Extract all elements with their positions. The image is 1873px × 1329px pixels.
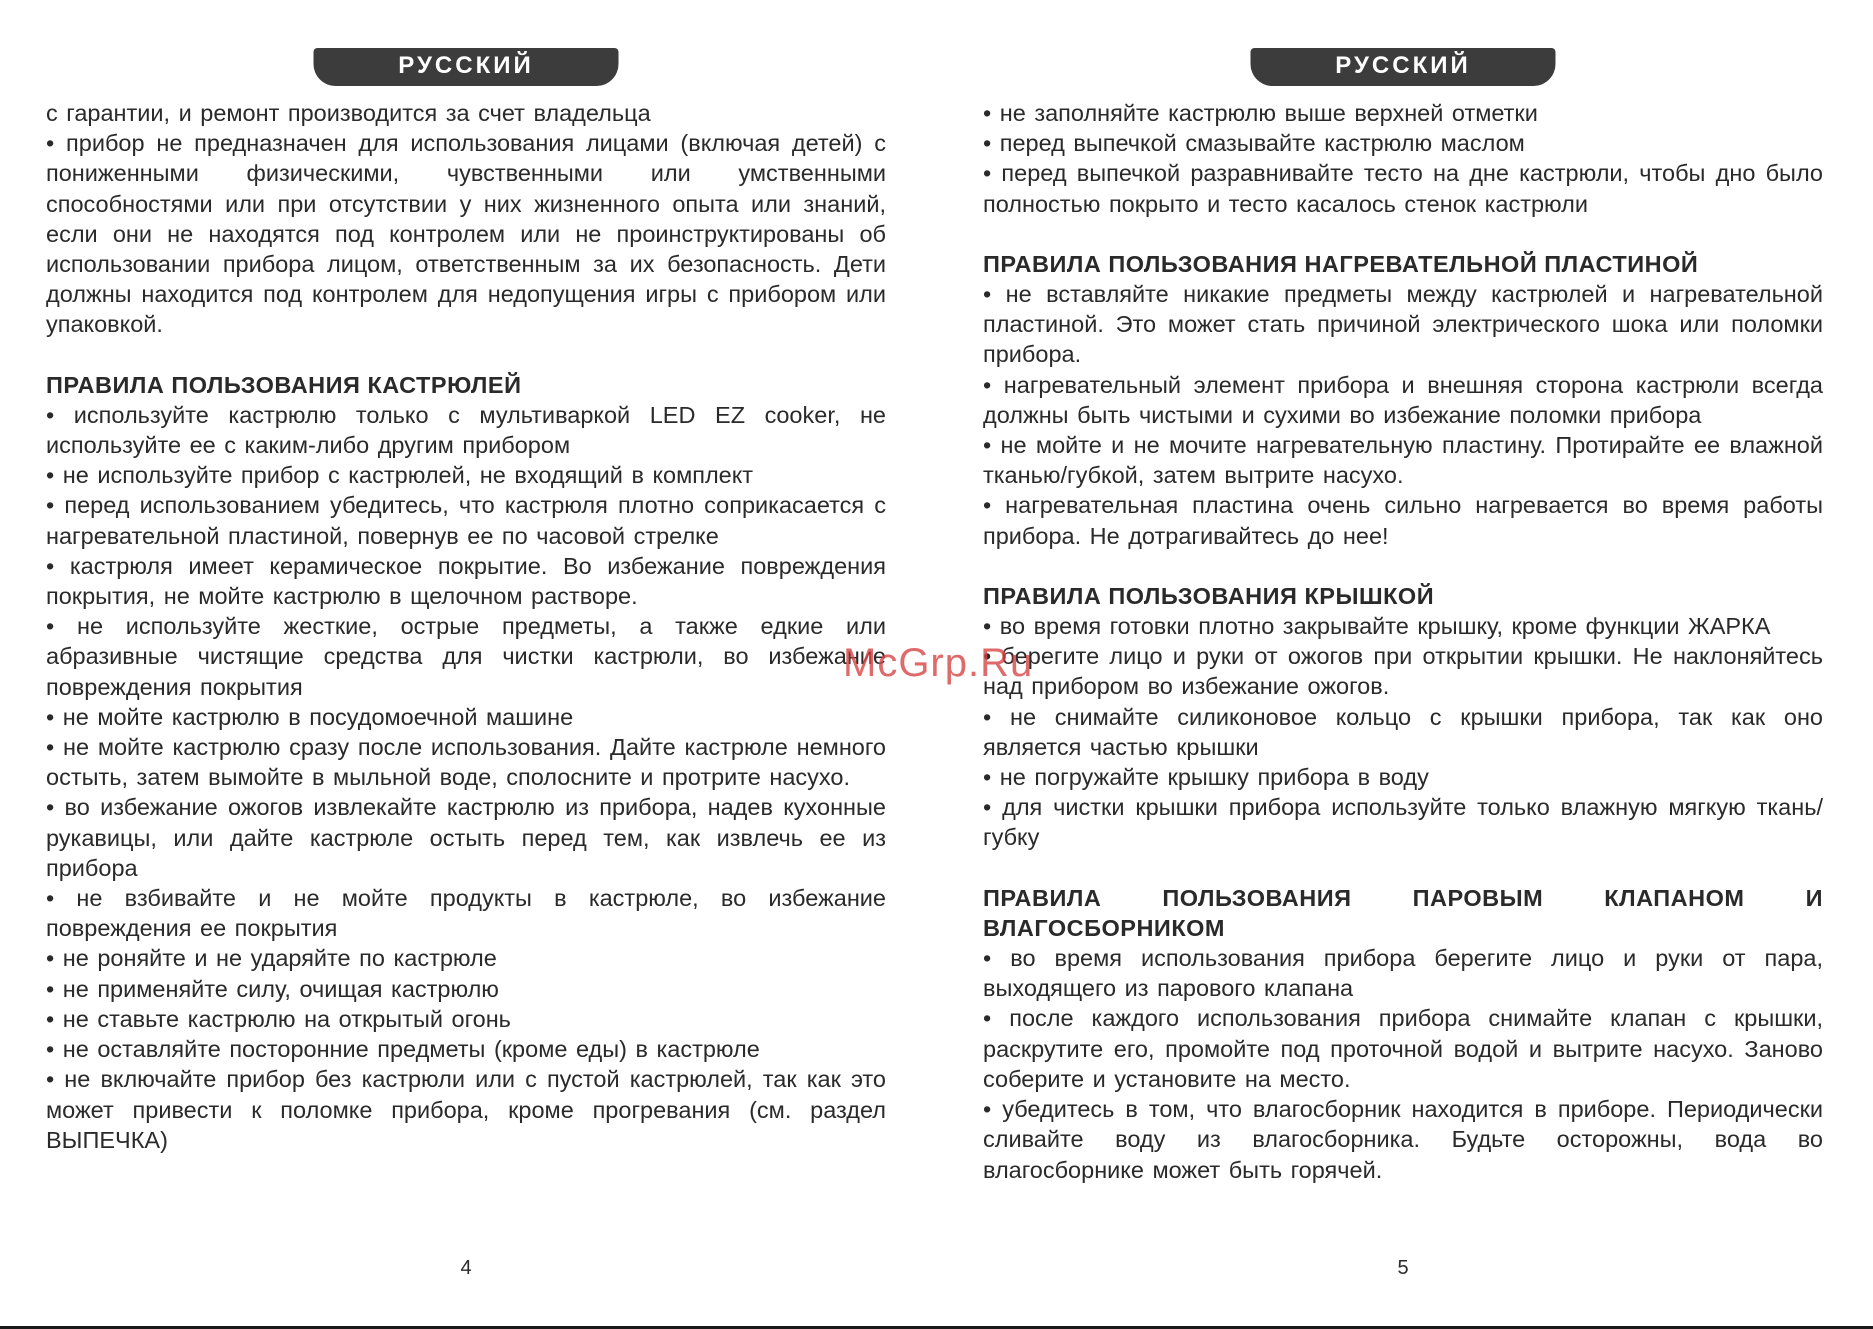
list-item: • убедитесь в том, что влагосборник находится в приборе. Периодически сливайте воду из влагосборника. Будьте осторожны, вода во влагосборнике может быть горячей.	[983, 1096, 1823, 1183]
list-item: • не ставьте кастрюлю на открытый огонь	[46, 1005, 511, 1032]
section-heading: ПРАВИЛА ПОЛЬЗОВАНИЯ ПАРОВЫМ КЛАПАНОМ И ВЛАГОСБОРНИКОМ	[983, 884, 1823, 941]
right-page-content	[983, 98, 1823, 1185]
section-heading: ПРАВИЛА ПОЛЬЗОВАНИЯ КАСТРЮЛЕЙ	[46, 371, 522, 398]
list-item: • перед выпечкой смазывайте кастрюлю маслом	[983, 130, 1525, 157]
list-item: • берегите лицо и руки от ожогов при открытии крышки. Не наклоняйтесь над прибором во избежание ожогов.	[983, 643, 1823, 700]
list-item: • для чистки крышки прибора используйте только влажную мягкую ткань/губку	[983, 794, 1823, 851]
list-item: • не заполняйте кастрюлю выше верхней отметки	[983, 100, 1538, 126]
list-item: • кастрюля имеет керамическое покрытие. Во избежание повреждения покрытия, не мойте кастрюлю в щелочном растворе.	[46, 552, 886, 610]
language-tab: РУССКИЙ	[314, 48, 619, 86]
page-number: 5	[1397, 1257, 1409, 1279]
list-item: • после каждого использования прибора снимайте клапан с крышки, раскрутите его, промойте под проточной водой и вытрите насухо. Заново соберите и установите на место.	[983, 1005, 1823, 1092]
paragraph: • прибор не предназначен для использования лицами (включая детей) с пониженными физическими, чувственными или умственными способностями или при отсутствии у них жизненного опыта или знаний, если они не находятся под контролем или не проинструктированы об использовании прибора лицом, ответственным за их безопасность. Дети должны находится под контролем для недопущения игры с прибором или упаковкой.	[46, 130, 886, 338]
language-tab: РУССКИЙ	[1251, 48, 1556, 86]
list-item: • во время готовки плотно закрывайте крышку, кроме функции ЖАРКА	[983, 613, 1771, 640]
left-page	[46, 0, 886, 1329]
list-item: • не используйте прибор с кастрюлей, не входящий в комплект	[46, 462, 754, 489]
list-item: • перед использованием убедитесь, что кастрюля плотно соприкасается с нагревательной пластиной, повернув ее по часовой стрелке	[46, 492, 886, 549]
page-number: 4	[460, 1257, 472, 1279]
list-item: • нагревательная пластина очень сильно нагревается во время работы прибора. Не дотрагивайтесь до нее!	[983, 492, 1823, 549]
section-heading: ПРАВИЛА ПОЛЬЗОВАНИЯ НАГРЕВАТЕЛЬНОЙ ПЛАСТИНОЙ	[983, 250, 1699, 277]
list-item: • во время использования прибора берегите лицо и руки от пара, выходящего из парового клапана	[983, 945, 1823, 1002]
section-heading: ПРАВИЛА ПОЛЬЗОВАНИЯ КРЫШКОЙ	[983, 582, 1435, 609]
list-item: • не вставляйте никакие предметы между кастрюлей и нагревательной пластиной. Это может стать причиной электрического шока или поломки прибора.	[983, 281, 1823, 368]
list-item: • не мойте и не мочите нагревательную пластину. Протирайте ее влажной тканью/губкой, затем вытрите насухо.	[983, 432, 1823, 489]
list-item: • не мойте кастрюлю в посудомоечной машине	[46, 703, 574, 730]
list-item: • не снимайте силиконовое кольцо с крышки прибора, так как оно является частью крышки	[983, 703, 1823, 760]
list-item: • не погружайте крышку прибора в воду	[983, 764, 1429, 791]
list-item: • не роняйте и не ударяйте по кастрюле	[46, 945, 497, 972]
list-item: • во избежание ожогов извлекайте кастрюлю из прибора, надев кухонные рукавицы, или дайте кастрюле остыть перед тем, как извлечь ее из прибора	[46, 794, 886, 881]
list-item: • перед выпечкой разравнивайте тесто на дне кастрюли, чтобы дно было полностью покрыто и тесто касалось стенок кастрюли	[983, 160, 1823, 217]
list-item: • не включайте прибор без кастрюли или с пустой кастрюлей, так как это может привести к поломке прибора, кроме прогревания (см. раздел ВЫПЕЧКА)	[46, 1066, 886, 1153]
list-item: • не применяйте силу, очищая кастрюлю	[46, 975, 499, 1002]
list-item: • используйте кастрюлю только с мультиваркой LED EZ cooker, не используйте ее с каким-либо другим прибором	[46, 401, 886, 459]
list-item: • не взбивайте и не мойте продукты в кастрюле, во избежание повреждения ее покрытия	[46, 885, 886, 942]
left-page-content	[46, 98, 886, 1155]
list-item: • не мойте кастрюлю сразу после использования. Дайте кастрюле немного остыть, затем вымойте в мыльной воде, сполосните и протрите насухо.	[46, 734, 886, 791]
paragraph: с гарантии, и ремонт производится за счет владельца	[46, 100, 651, 126]
list-item: • не используйте жесткие, острые предметы, а также едкие или абразивные чистящие средства для чистки кастрюли, во избежание повреждения покрытия	[46, 613, 886, 700]
watermark: McGrp.Ru	[843, 641, 1034, 685]
right-page	[983, 0, 1823, 1329]
list-item: • не оставляйте посторонние предметы (кроме еды) в кастрюле	[46, 1036, 760, 1063]
list-item: • нагревательный элемент прибора и внешняя сторона кастрюли всегда должны быть чистыми и сухими во избежание поломки прибора	[983, 371, 1823, 428]
